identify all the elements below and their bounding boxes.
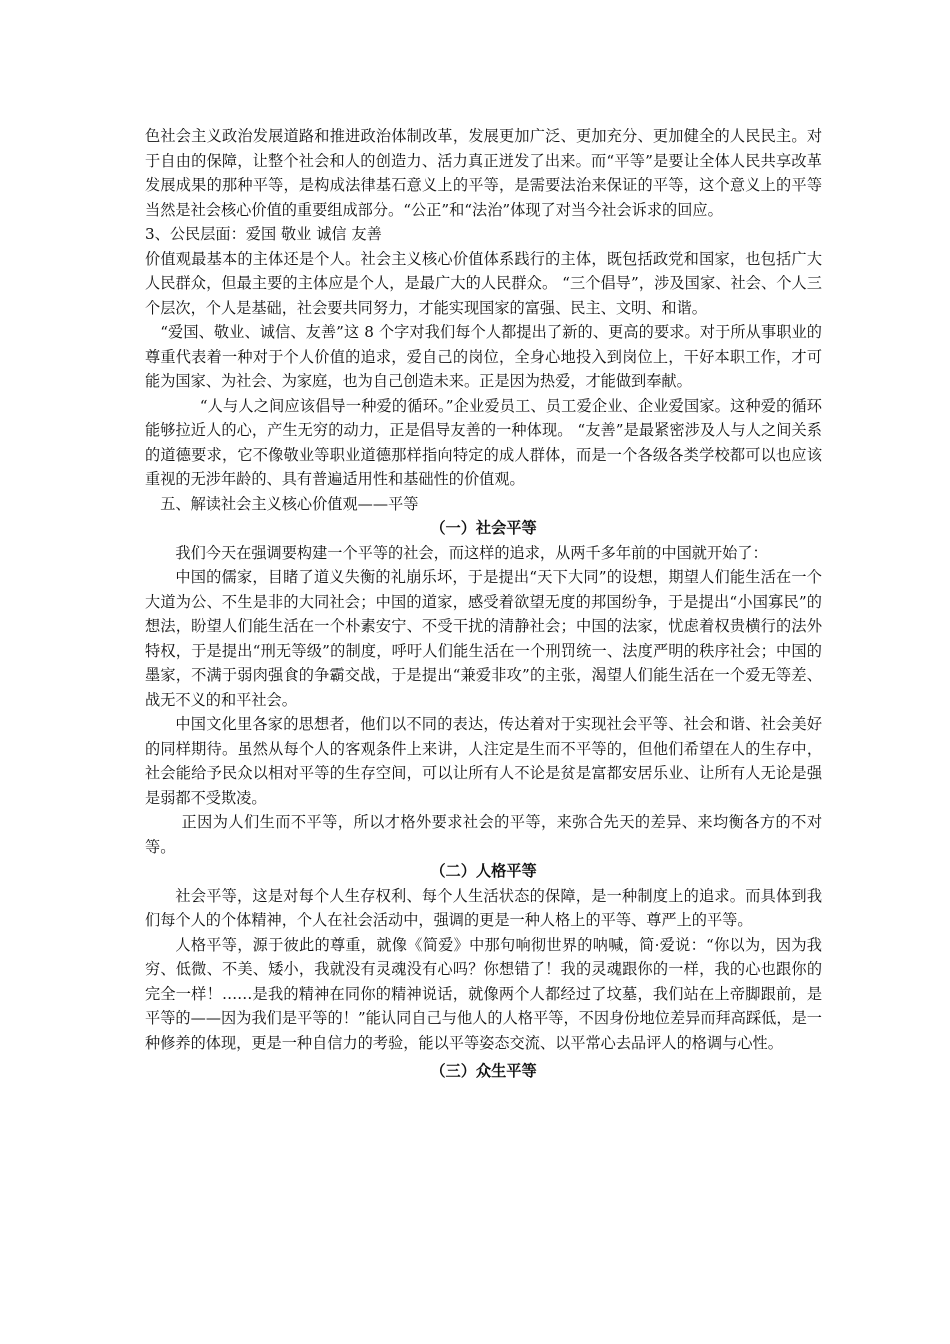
heading-all-beings-equality: （三）众生平等 xyxy=(430,1062,537,1080)
heading-personality-equality: （二）人格平等 xyxy=(430,862,537,880)
paragraph-individual-spirit: 社会平等，这是对每个人生存权利、每个人生活状态的保障，是一种制度上的追求。而具体到我们每个人的个体精神，个人在社会活动中，强调的更是一种人格上的平等、尊严上的平等。 xyxy=(145,886,822,929)
paragraph-pursuit-of-equality: 我们今天在强调要构建一个平等的社会，而这样的追求，从两千多年前的中国就开始了： xyxy=(175,543,768,562)
paragraph-eight-characters: “爱国、敬业、诚信、友善”这 8 个字对我们每个人都提出了新的、更高的要求。对于所从事职业的尊重代表着一种对于个人价值的追求，爱自己的岗位，全身心地投入到岗位上，干好本职工作，才可能为国家、为社会、为家庭，也为自己创造未来。正是因为热爱，才能做到奉献。 xyxy=(145,323,822,390)
subheading-citizen-level: 3、公民层面：爱国 敬业 诚信 友善 xyxy=(145,225,382,243)
document-page xyxy=(145,124,822,1084)
paragraph-jane-eyre: 人格平等，源于彼此的尊重，就像《简爱》中那句响彻世界的呐喊，简·爱说：“你以为，因为我穷、低微、不美、矮小，我就没有灵魂没有心吗？你想错了！我的灵魂跟你的一样，我的心也跟你的完全一样！……是我的精神在同你的精神说话，就像两个人都经过了坟墓，我们站在上帝脚跟前，是平等的——因为我们是平等的！”能认同自己与他人的人格平等，不因身份地位差异而拜高踩低，是一种修养的体现，更是一种自信力的考验，能以平等姿态交流、以平常心去品评人的格调与心性。 xyxy=(145,935,822,1052)
paragraph-cycle-of-love: “人与人之间应该倡导一种爱的循环。”企业爱员工、员工爱企业、企业爱国家。这种爱的循环能够拉近人的心，产生无穷的动力，正是倡导友善的一种体现。 “友善”是最紧密涉及人与人之间关系的道德要求，它不像敬业等职业道德那样指向特定的成人群体，而是一个各级各类学校都可以也应该重视的无涉年龄的、具有普遍适用性和基础性的价值观。 xyxy=(145,396,822,488)
section-heading-five: 五、解读社会主义核心价值观——平等 xyxy=(160,494,419,513)
paragraph-individual-subject: 价值观最基本的主体还是个人。社会主义核心价值体系践行的主体，既包括政党和国家，也包括广大人民群众，但最主要的主体应是个人，是最广大的人民群众。 “三个倡导”，涉及国家、社会、个人三个层次，个人是基础，社会要共同努力，才能实现国家的富强、民主、文明、和谐。 xyxy=(145,249,822,317)
paragraph-chinese-thinkers: 中国文化里各家的思想者，他们以不同的表达，传达着对于实现社会平等、社会和谐、社会美好的同样期待。虽然从每个人的客观条件上来讲，人注定是生而不平等的，但他们希望在人的生存中，社会能给予民众以相对平等的生存空间，可以让所有人不论是贫是富都安居乐业、让所有人无论是强是弱都不受欺凌。 xyxy=(145,715,822,807)
heading-social-equality: （一）社会平等 xyxy=(430,519,537,537)
paragraph-political-democracy: 色社会主义政治发展道路和推进政治体制改革，发展更加广泛、更加充分、更加健全的人民民主。对于自由的保障，让整个社会和人的创造力、活力真正迸发了出来。而“平等”是要让全体人民共享改革发展成果的那种平等，是构成法律基石意义上的平等，是需要法治来保证的平等，这个意义上的平等当然是社会核心价值的重要组成部分。“公正”和“法治”体现了对当今社会诉求的回应。 xyxy=(145,127,822,219)
paragraph-chinese-schools: 中国的儒家，目睹了道义失衡的礼崩乐坏，于是提出“天下大同”的设想，期望人们能生活在一个大道为公、不生是非的大同社会；中国的道家，感受着欲望无度的邦国纷争，于是提出“小国寡民”的想法，盼望人们能生活在一个朴素安宁、不受干扰的清静社会；中国的法家，忧虑着权贵横行的法外特权，于是提出“刑无等级”的制度，呼吁人们能生活在一个刑罚统一、法度严明的秩序社会；中国的墨家，不满于弱肉强食的争霸交战，于是提出“兼爱非攻”的主张，渴望人们能生活在一个爱无等差、战无不义的和平社会。 xyxy=(145,568,822,709)
paragraph-born-unequal: 正因为人们生而不平等，所以才格外要求社会的平等，来弥合先天的差异、来均衡各方的不对等。 xyxy=(145,813,822,856)
